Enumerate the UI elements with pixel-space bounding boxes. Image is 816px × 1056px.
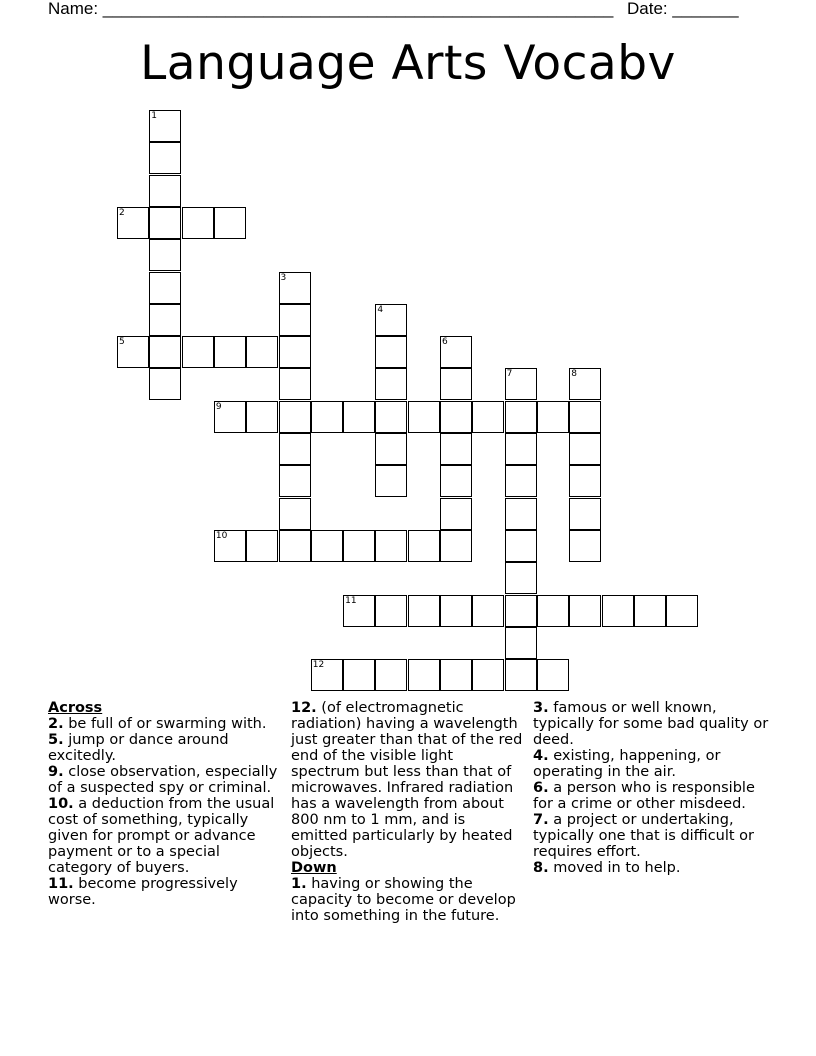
grid-cell[interactable] [505, 465, 537, 497]
grid-cell[interactable] [149, 110, 181, 142]
grid-cell[interactable] [505, 368, 537, 400]
name-field-label[interactable]: Name: ______________________________________________________ [48, 0, 614, 18]
clue-number: 4. [533, 748, 549, 764]
grid-cell[interactable] [505, 595, 537, 627]
grid-cell[interactable] [505, 530, 537, 562]
grid-cell[interactable] [214, 530, 246, 562]
grid-cell[interactable] [311, 530, 343, 562]
grid-cell[interactable] [440, 465, 472, 497]
grid-cell[interactable] [149, 207, 181, 239]
clue-text: a person who is responsible for a crime or other misdeed. [533, 780, 755, 812]
grid-cell[interactable] [279, 465, 311, 497]
grid-cell[interactable] [279, 304, 311, 336]
clue-text: a project or undertaking, typically one that is difficult or requires effort. [533, 812, 755, 860]
clue-column-2 [291, 700, 523, 924]
clue-number-label: 8 [571, 369, 577, 380]
grid-cell[interactable] [505, 627, 537, 659]
grid-cell[interactable] [149, 142, 181, 174]
grid-cell[interactable] [279, 368, 311, 400]
clue-number-label: 9 [215, 401, 222, 412]
clue-number: 5. [48, 732, 64, 748]
grid-cell[interactable] [246, 401, 278, 433]
grid-cell[interactable] [440, 336, 472, 368]
grid-cell[interactable] [440, 498, 472, 530]
grid-cell[interactable] [408, 595, 440, 627]
grid-cell[interactable] [569, 433, 601, 465]
grid-cell[interactable] [214, 207, 246, 239]
clue-number-label: 12 [312, 660, 325, 671]
clue-number-label: 7 [506, 369, 513, 380]
grid-cell[interactable] [279, 401, 311, 433]
clue-number: 3. [533, 700, 549, 716]
clue-text: having or showing the capacity to become or develop into something in the future. [291, 876, 516, 924]
grid-cell[interactable] [149, 239, 181, 271]
clue-number-label: 10 [215, 530, 228, 541]
clue-number-label: 11 [345, 595, 357, 606]
grid-cell[interactable] [569, 595, 601, 627]
clue-number-label: 4 [377, 304, 384, 315]
grid-cell[interactable] [246, 530, 278, 562]
clue-across-5 [48, 732, 284, 764]
clue-across-11 [48, 876, 284, 908]
grid-cell[interactable] [505, 433, 537, 465]
grid-cell[interactable] [569, 530, 601, 562]
clue-down-7 [533, 812, 773, 860]
grid-cell[interactable] [149, 304, 181, 336]
clue-number-label: 6 [442, 337, 448, 348]
clue-down-6 [533, 780, 773, 812]
grid-cell[interactable] [666, 595, 698, 627]
grid-cell[interactable] [343, 595, 375, 627]
grid-cell[interactable] [569, 498, 601, 530]
page-title: Language Arts Vocabv [140, 36, 676, 91]
clue-number: 8. [533, 860, 549, 876]
grid-cell[interactable] [149, 336, 181, 368]
grid-cell[interactable] [343, 401, 375, 433]
clue-text: moved in to help. [553, 860, 681, 876]
grid-cell[interactable] [537, 595, 569, 627]
clue-number-label: 2 [119, 207, 125, 218]
grid-cell[interactable] [440, 368, 472, 400]
grid-cell[interactable] [375, 659, 407, 691]
grid-cell[interactable] [537, 659, 569, 691]
clue-text: become progressively worse. [48, 876, 238, 908]
clue-across-9 [48, 764, 284, 796]
clue-text: close observation, especially of a suspected spy or criminal. [48, 764, 278, 796]
clue-number: 6. [533, 780, 549, 796]
grid-cell[interactable] [279, 498, 311, 530]
grid-cell[interactable] [634, 595, 666, 627]
clue-number: 7. [533, 812, 549, 828]
grid-cell[interactable] [214, 401, 246, 433]
clue-text: jump or dance around excitedly. [48, 732, 229, 764]
grid-cell[interactable] [375, 530, 407, 562]
grid-cell[interactable] [311, 401, 343, 433]
clue-number-label: 3 [280, 272, 287, 283]
date-field-label[interactable]: Date: _______ [627, 0, 739, 18]
grid-cell[interactable] [408, 659, 440, 691]
grid-cell[interactable] [375, 595, 407, 627]
clue-number-label: 5 [119, 337, 125, 348]
grid-cell[interactable] [569, 401, 601, 433]
clue-column-1 [48, 700, 284, 908]
grid-cell[interactable] [408, 401, 440, 433]
grid-cell[interactable] [279, 530, 311, 562]
grid-cell[interactable] [408, 530, 440, 562]
grid-cell[interactable] [602, 595, 634, 627]
grid-cell[interactable] [505, 562, 537, 594]
grid-cell[interactable] [279, 272, 311, 304]
grid-cell[interactable] [375, 433, 407, 465]
grid-cell[interactable] [375, 401, 407, 433]
across-heading: Across [48, 700, 103, 716]
grid-cell[interactable] [246, 336, 278, 368]
clue-down-4 [533, 748, 773, 780]
grid-cell[interactable] [569, 465, 601, 497]
grid-cell[interactable] [505, 659, 537, 691]
grid-cell[interactable] [537, 401, 569, 433]
grid-cell[interactable] [505, 498, 537, 530]
grid-cell[interactable] [214, 336, 246, 368]
grid-cell[interactable] [440, 433, 472, 465]
down-heading: Down [291, 860, 337, 876]
clue-text: a deduction from the usual cost of something, typically given for prompt or advance payment or to a special category of buyers. [48, 796, 275, 876]
clue-number: 2. [48, 716, 64, 732]
grid-cell[interactable] [569, 368, 601, 400]
clue-text: existing, happening, or operating in the air. [533, 748, 721, 780]
grid-cell[interactable] [375, 368, 407, 400]
clue-number: 12. [291, 700, 317, 716]
clue-across-12 [291, 700, 523, 860]
grid-cell[interactable] [440, 530, 472, 562]
grid-cell[interactable] [343, 659, 375, 691]
grid-cell[interactable] [182, 207, 214, 239]
clue-text: famous or well known, typically for some bad quality or deed. [533, 700, 769, 748]
clue-number: 10. [48, 796, 74, 812]
clue-text: (of electromagnetic radiation) having a wavelength just greater than that of the red end of the visible light spectrum but less than that of microwaves. Infrared radiation has a wavelength from about 800 nm to 1 mm, and is emitted particularly by heated objects. [291, 700, 523, 860]
grid-cell[interactable] [472, 659, 504, 691]
clue-text: be full of or swarming with. [68, 716, 267, 732]
clue-column-3 [533, 700, 773, 876]
grid-cell[interactable] [149, 175, 181, 207]
grid-cell[interactable] [311, 659, 343, 691]
grid-cell[interactable] [472, 401, 504, 433]
grid-cell[interactable] [375, 336, 407, 368]
grid-cell[interactable] [149, 272, 181, 304]
grid-cell[interactable] [440, 401, 472, 433]
grid-cell[interactable] [117, 207, 149, 239]
grid-cell[interactable] [117, 336, 149, 368]
clue-across-2 [48, 716, 284, 732]
clue-across-10 [48, 796, 284, 876]
grid-cell[interactable] [279, 336, 311, 368]
grid-cell[interactable] [375, 304, 407, 336]
grid-cell[interactable] [375, 465, 407, 497]
grid-cell[interactable] [343, 530, 375, 562]
grid-cell[interactable] [505, 401, 537, 433]
clue-number: 1. [291, 876, 307, 892]
grid-cell[interactable] [440, 659, 472, 691]
clue-down-1 [291, 876, 523, 924]
grid-cell[interactable] [149, 368, 181, 400]
clue-number-label: 1 [151, 111, 158, 121]
grid-cell[interactable] [279, 433, 311, 465]
grid-cell[interactable] [472, 595, 504, 627]
clue-down-3 [533, 700, 773, 748]
grid-cell[interactable] [182, 336, 214, 368]
clue-down-8 [533, 860, 773, 876]
grid-cell[interactable] [440, 595, 472, 627]
clue-number: 11. [48, 876, 74, 892]
clue-number: 9. [48, 764, 64, 780]
